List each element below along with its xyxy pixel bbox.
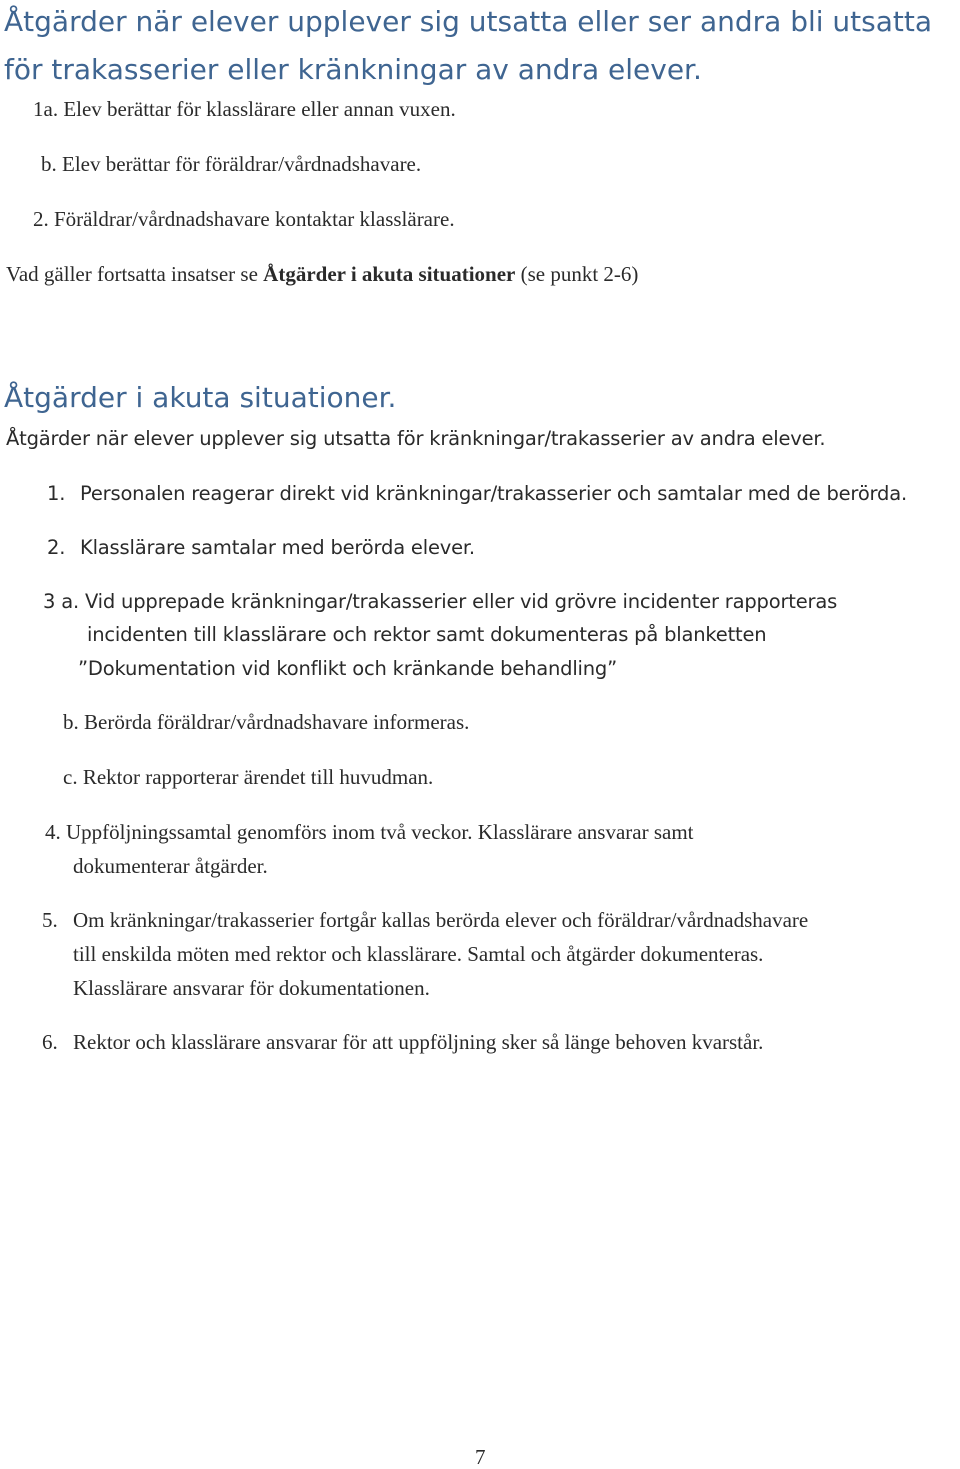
section-heading-akuta: Åtgärder i akuta situationer.	[4, 381, 397, 414]
list-item-3b: b. Berörda föräldrar/vårdnadshavare informeras.	[63, 710, 470, 734]
list-item-1: Personalen reagerar direkt vid kränkningar/trakasserier och samtalar med de berörda.	[80, 482, 907, 505]
reference-note	[6, 264, 638, 285]
section-intro: Åtgärder när elever upplever sig utsatta för kränkningar/trakasserier av andra elever.	[6, 427, 826, 450]
list-item-number: 6.	[42, 1030, 58, 1054]
reference-note-link-text: Åtgärder i akuta situationer	[263, 262, 516, 286]
list-item-4-line-2: dokumenterar åtgärder.	[73, 854, 268, 878]
reference-note-suffix: (se punkt 2-6)	[515, 262, 639, 286]
list-item-3a-line-3: ”Dokumentation vid konflikt och kränkande behandling”	[78, 657, 618, 680]
reference-note-prefix: Vad gäller fortsatta insatser se	[6, 262, 264, 286]
list-item-number: 5.	[42, 908, 58, 932]
list-item-5-line-2: till enskilda möten med rektor och klasslärare. Samtal och åtgärder dokumenteras.	[73, 942, 764, 966]
section-heading-line-2: för trakasserier eller kränkningar av andra elever.	[4, 53, 702, 86]
list-item-4-line-1: 4. Uppföljningssamtal genomförs inom två veckor. Klasslärare ansvarar samt	[45, 820, 694, 844]
list-item-2: Klasslärare samtalar med berörda elever.	[80, 536, 475, 559]
list-item-2: 2. Föräldrar/vårdnadshavare kontaktar klasslärare.	[33, 207, 455, 231]
list-item-6: Rektor och klasslärare ansvarar för att uppföljning sker så länge behoven kvarstår.	[73, 1030, 764, 1054]
list-item-3a-line-1: 3 a. Vid upprepade kränkningar/trakasserier eller vid grövre incidenter rapporteras	[43, 590, 838, 613]
page-number: 7	[475, 1445, 486, 1469]
list-item-1a: 1a. Elev berättar för klasslärare eller annan vuxen.	[33, 97, 456, 121]
list-item-1b: b. Elev berättar för föräldrar/vårdnadshavare.	[41, 152, 422, 176]
list-item-3a-line-2: incidenten till klasslärare och rektor samt dokumenteras på blanketten	[87, 623, 767, 646]
list-item-number: 1.	[47, 482, 66, 505]
list-item-5-line-1: Om kränkningar/trakasserier fortgår kallas berörda elever och föräldrar/vårdnadshavare	[73, 908, 809, 932]
section-heading-line-1: Åtgärder när elever upplever sig utsatta eller ser andra bli utsatta	[4, 5, 933, 38]
list-item-5-line-3: Klasslärare ansvarar för dokumentationen.	[73, 976, 430, 1000]
list-item-3c: c. Rektor rapporterar ärendet till huvudman.	[63, 765, 434, 789]
list-item-number: 2.	[47, 536, 66, 559]
